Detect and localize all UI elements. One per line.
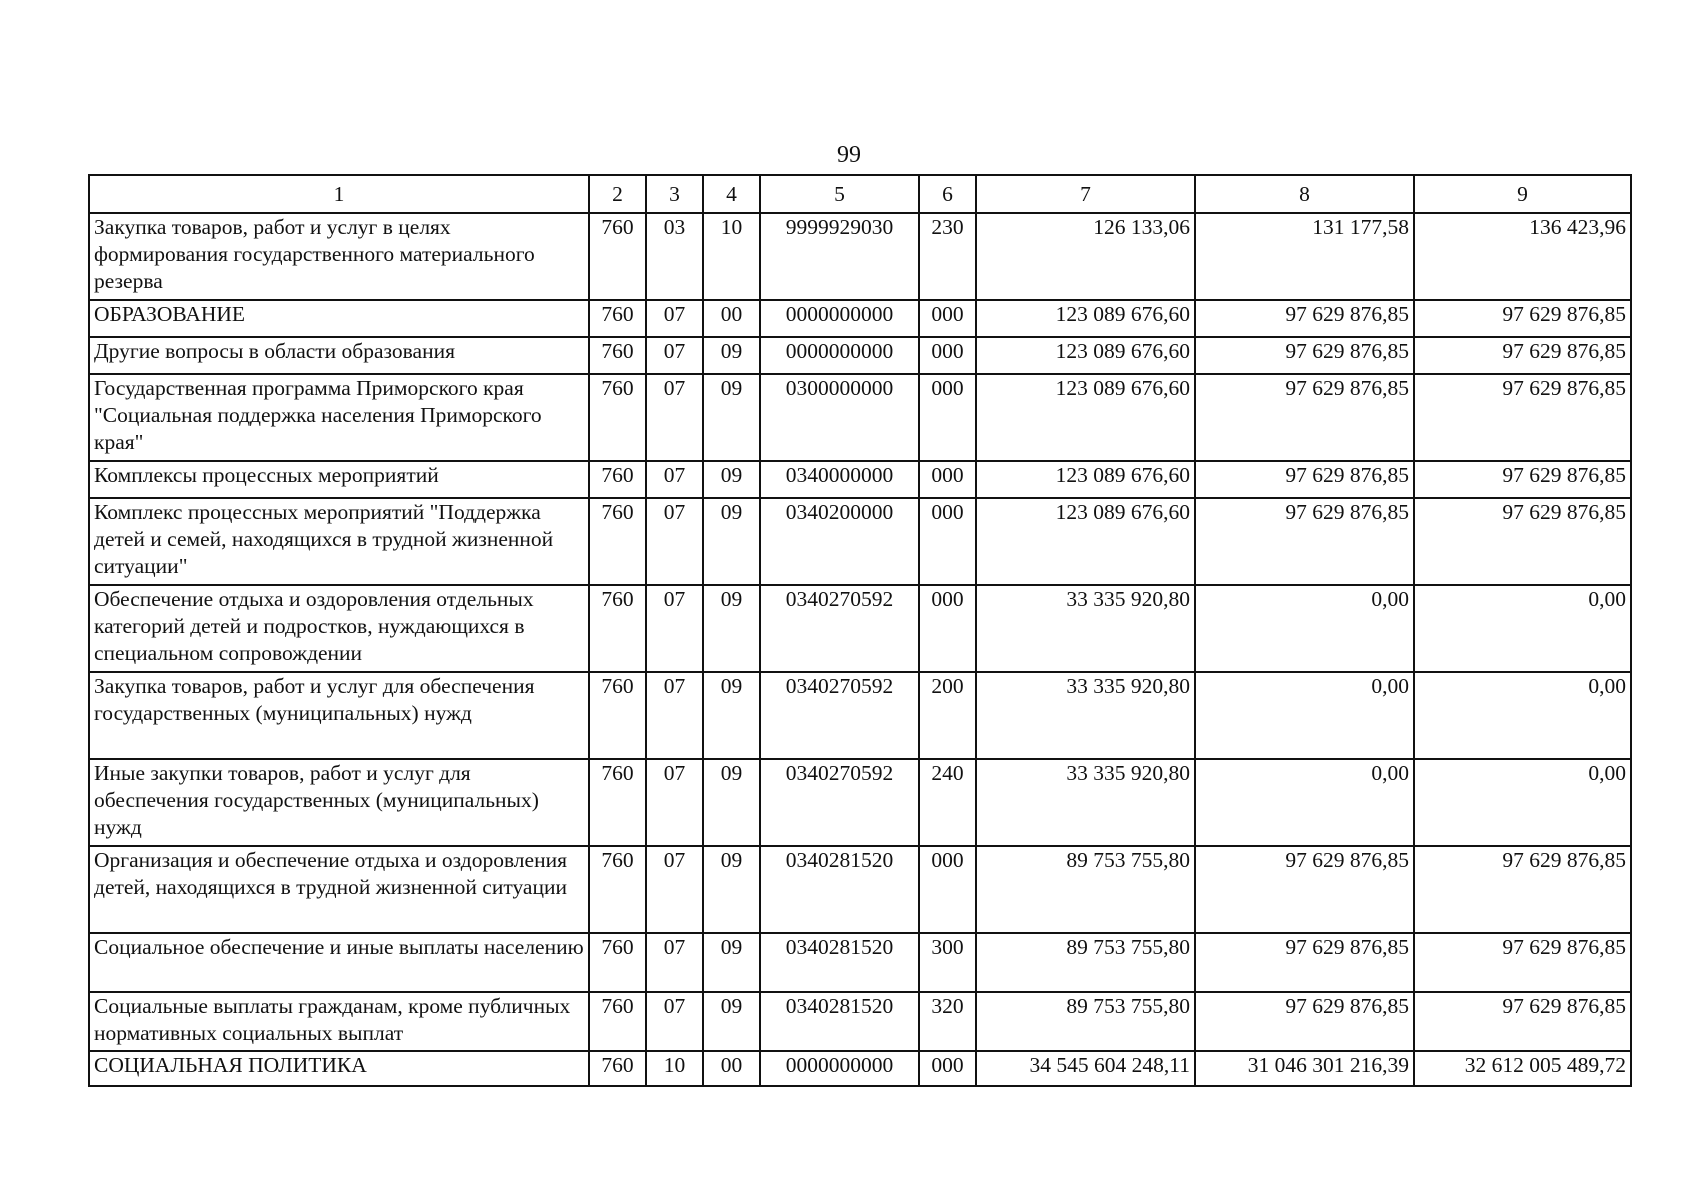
code-cell: 760 (589, 672, 646, 759)
table-row (89, 374, 1631, 461)
code-cell: 10 (703, 213, 760, 300)
code-cell: 09 (703, 672, 760, 759)
code-cell: 0340281520 (760, 846, 919, 933)
code-cell: 07 (646, 585, 703, 672)
code-cell: 760 (589, 759, 646, 846)
table-row (89, 672, 1631, 759)
code-cell: 000 (919, 846, 976, 933)
header-cell: 5 (760, 175, 919, 213)
row-name: СОЦИАЛЬНАЯ ПОЛИТИКА (89, 1051, 589, 1086)
amount-cell: 97 629 876,85 (1195, 300, 1414, 337)
amount-cell: 89 753 755,80 (976, 846, 1195, 933)
amount-cell: 0,00 (1195, 672, 1414, 759)
code-cell: 09 (703, 933, 760, 992)
code-cell: 0340270592 (760, 585, 919, 672)
code-cell: 0340000000 (760, 461, 919, 498)
code-cell: 0000000000 (760, 337, 919, 374)
code-cell: 00 (703, 300, 760, 337)
code-cell: 09 (703, 374, 760, 461)
amount-cell: 32 612 005 489,72 (1414, 1051, 1631, 1086)
code-cell: 09 (703, 337, 760, 374)
row-name: Организация и обеспечение отдыха и оздоровления детей, находящихся в трудной жизненной ситуации (89, 846, 589, 933)
amount-cell: 97 629 876,85 (1195, 374, 1414, 461)
code-cell: 07 (646, 759, 703, 846)
row-name: Комплекс процессных мероприятий "Поддержка детей и семей, находящихся в трудной жизненной ситуации" (89, 498, 589, 585)
table-row (89, 300, 1631, 337)
amount-cell: 97 629 876,85 (1195, 992, 1414, 1051)
table-row (89, 213, 1631, 300)
amount-cell: 97 629 876,85 (1414, 300, 1631, 337)
code-cell: 000 (919, 1051, 976, 1086)
amount-cell: 31 046 301 216,39 (1195, 1051, 1414, 1086)
table-row (89, 585, 1631, 672)
amount-cell: 123 089 676,60 (976, 498, 1195, 585)
amount-cell: 33 335 920,80 (976, 585, 1195, 672)
code-cell: 0340281520 (760, 933, 919, 992)
amount-cell: 97 629 876,85 (1195, 337, 1414, 374)
code-cell: 760 (589, 846, 646, 933)
code-cell: 09 (703, 759, 760, 846)
row-name: Закупка товаров, работ и услуг для обеспечения государственных (муниципальных) нужд (89, 672, 589, 759)
code-cell: 07 (646, 498, 703, 585)
code-cell: 760 (589, 337, 646, 374)
header-cell: 2 (589, 175, 646, 213)
code-cell: 07 (646, 461, 703, 498)
amount-cell: 123 089 676,60 (976, 300, 1195, 337)
amount-cell: 33 335 920,80 (976, 759, 1195, 846)
code-cell: 07 (646, 672, 703, 759)
code-cell: 760 (589, 300, 646, 337)
table-row (89, 759, 1631, 846)
code-cell: 10 (646, 1051, 703, 1086)
code-cell: 0000000000 (760, 300, 919, 337)
table-row (89, 337, 1631, 374)
budget-table (88, 174, 1632, 1087)
amount-cell: 97 629 876,85 (1414, 337, 1631, 374)
code-cell: 760 (589, 374, 646, 461)
code-cell: 0340270592 (760, 759, 919, 846)
code-cell: 00 (703, 1051, 760, 1086)
amount-cell: 97 629 876,85 (1414, 461, 1631, 498)
code-cell: 9999929030 (760, 213, 919, 300)
code-cell: 760 (589, 498, 646, 585)
amount-cell: 97 629 876,85 (1414, 498, 1631, 585)
amount-cell: 97 629 876,85 (1414, 846, 1631, 933)
code-cell: 000 (919, 374, 976, 461)
code-cell: 760 (589, 933, 646, 992)
code-cell: 320 (919, 992, 976, 1051)
code-cell: 09 (703, 461, 760, 498)
header-cell: 7 (976, 175, 1195, 213)
code-cell: 07 (646, 933, 703, 992)
code-cell: 07 (646, 337, 703, 374)
code-cell: 0340270592 (760, 672, 919, 759)
code-cell: 09 (703, 992, 760, 1051)
amount-cell: 0,00 (1195, 759, 1414, 846)
amount-cell: 97 629 876,85 (1414, 374, 1631, 461)
amount-cell: 97 629 876,85 (1195, 933, 1414, 992)
code-cell: 0340200000 (760, 498, 919, 585)
amount-cell: 131 177,58 (1195, 213, 1414, 300)
code-cell: 760 (589, 461, 646, 498)
table-row (89, 933, 1631, 992)
row-name: Государственная программа Приморского края "Социальная поддержка населения Приморского края" (89, 374, 589, 461)
amount-cell: 126 133,06 (976, 213, 1195, 300)
code-cell: 03 (646, 213, 703, 300)
code-cell: 09 (703, 846, 760, 933)
row-name: Иные закупки товаров, работ и услуг для обеспечения государственных (муниципальных) нужд (89, 759, 589, 846)
code-cell: 07 (646, 846, 703, 933)
header-cell: 6 (919, 175, 976, 213)
code-cell: 000 (919, 585, 976, 672)
header-cell: 1 (89, 175, 589, 213)
header-row (89, 175, 1631, 213)
amount-cell: 97 629 876,85 (1414, 933, 1631, 992)
header-cell: 3 (646, 175, 703, 213)
amount-cell: 89 753 755,80 (976, 992, 1195, 1051)
amount-cell: 97 629 876,85 (1195, 846, 1414, 933)
table-row (89, 1051, 1631, 1086)
amount-cell: 0,00 (1414, 759, 1631, 846)
amount-cell: 33 335 920,80 (976, 672, 1195, 759)
row-name: Социальное обеспечение и иные выплаты населению (89, 933, 589, 992)
amount-cell: 123 089 676,60 (976, 337, 1195, 374)
page-number: 99 (837, 142, 861, 168)
table-row (89, 846, 1631, 933)
table-row (89, 461, 1631, 498)
code-cell: 760 (589, 585, 646, 672)
table-row (89, 498, 1631, 585)
amount-cell: 136 423,96 (1414, 213, 1631, 300)
code-cell: 000 (919, 300, 976, 337)
amount-cell: 34 545 604 248,11 (976, 1051, 1195, 1086)
code-cell: 760 (589, 992, 646, 1051)
code-cell: 000 (919, 337, 976, 374)
amount-cell: 97 629 876,85 (1195, 461, 1414, 498)
amount-cell: 0,00 (1195, 585, 1414, 672)
code-cell: 760 (589, 1051, 646, 1086)
amount-cell: 97 629 876,85 (1414, 992, 1631, 1051)
code-cell: 07 (646, 374, 703, 461)
code-cell: 200 (919, 672, 976, 759)
code-cell: 09 (703, 585, 760, 672)
amount-cell: 89 753 755,80 (976, 933, 1195, 992)
row-name: Комплексы процессных мероприятий (89, 461, 589, 498)
amount-cell: 97 629 876,85 (1195, 498, 1414, 585)
row-name: Закупка товаров, работ и услуг в целях формирования государственного материального резерва (89, 213, 589, 300)
row-name: Социальные выплаты гражданам, кроме публичных нормативных социальных выплат (89, 992, 589, 1051)
code-cell: 000 (919, 461, 976, 498)
table-row (89, 992, 1631, 1051)
row-name: Обеспечение отдыха и оздоровления отдельных категорий детей и подростков, нуждающихся в специальном сопровождении (89, 585, 589, 672)
code-cell: 07 (646, 992, 703, 1051)
header-cell: 4 (703, 175, 760, 213)
code-cell: 230 (919, 213, 976, 300)
amount-cell: 0,00 (1414, 585, 1631, 672)
code-cell: 07 (646, 300, 703, 337)
code-cell: 300 (919, 933, 976, 992)
row-name: Другие вопросы в области образования (89, 337, 589, 374)
table-body (89, 175, 1631, 1086)
code-cell: 000 (919, 498, 976, 585)
code-cell: 0300000000 (760, 374, 919, 461)
header-cell: 8 (1195, 175, 1414, 213)
amount-cell: 123 089 676,60 (976, 374, 1195, 461)
amount-cell: 0,00 (1414, 672, 1631, 759)
code-cell: 240 (919, 759, 976, 846)
header-cell: 9 (1414, 175, 1631, 213)
code-cell: 760 (589, 213, 646, 300)
row-name: ОБРАЗОВАНИЕ (89, 300, 589, 337)
code-cell: 0000000000 (760, 1051, 919, 1086)
code-cell: 09 (703, 498, 760, 585)
code-cell: 0340281520 (760, 992, 919, 1051)
amount-cell: 123 089 676,60 (976, 461, 1195, 498)
